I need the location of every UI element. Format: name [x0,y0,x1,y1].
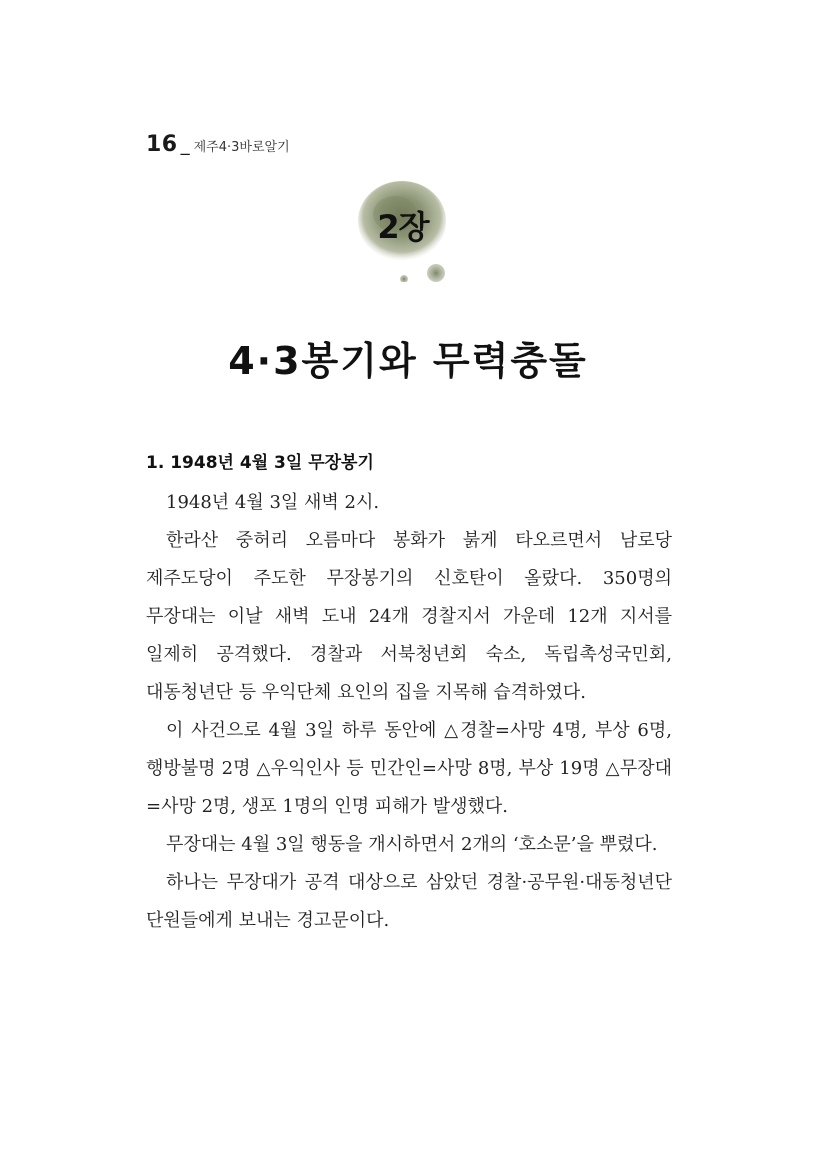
book-title: 제주4·3바로알기 [193,140,290,155]
paragraph-warning: 하나는 무장대가 공격 대상으로 삼았던 경찰·공무원·대동청년단 단원들에게 보내는 경고문이다. [146,872,672,931]
paragraph-date: 1948년 4월 3일 새벽 2시. [166,492,380,513]
chapter-title: 4·3봉기와 무력충돌 [228,339,588,383]
page-number: 16 [146,132,178,157]
chapter-label: 2장 [377,208,429,246]
header-separator: _ [180,135,190,156]
chapter-badge [355,178,459,282]
paragraph-uprising: 한라산 중허리 오름마다 봉화가 붉게 타오르면서 남로당 제주도당이 주도한 무장봉기의 신호탄이 올랐다. 350명의 무장대는 이날 새벽 도내 24개 경찰지서 가운데 12개 지서를 일제히 공격했다. 경찰과 서북청년회 숙소, 독립촉성국민회, 대동청년단 등 우익단체 요인의 집을 지목해 습격하였다. [146,530,672,703]
running-header [146,132,290,157]
paragraph-casualties: 이 사건으로 4월 3일 하루 동안에 △경찰=사망 4명, 부상 6명, 행방불명 2명 △우익인사 등 민간인=사망 8명, 부상 19명 △무장대=사망 2명, 생포 1명의 인명 피해가 발생했다. [146,720,672,817]
body-text [146,484,672,940]
paragraph-appeals: 무장대는 4월 3일 행동을 개시하면서 2개의 ‘호소문’을 뿌렸다. [166,834,658,855]
section-heading: 1. 1948년 4월 3일 무장봉기 [146,453,374,473]
